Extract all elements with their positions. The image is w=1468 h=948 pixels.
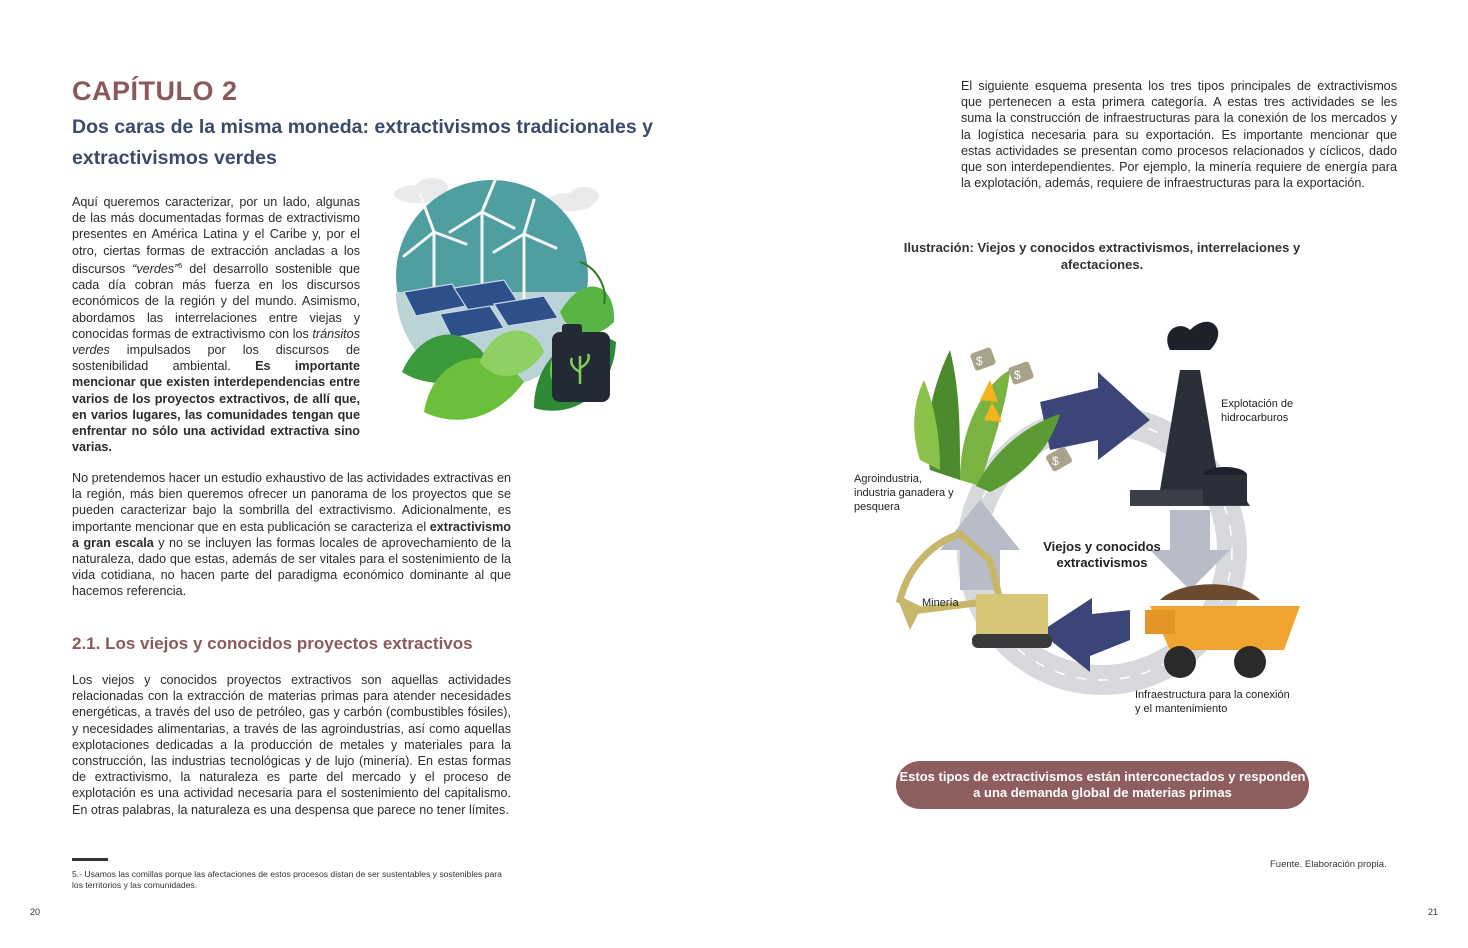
chapter-subtitle: Dos caras de la misma moneda: extractivismos tradicionales y extractivismos verdes — [72, 116, 653, 169]
label-agroindustry: Agroindustria, industria ganadera y pesquera — [854, 473, 954, 513]
old-extractivism-paragraph: Los viejos y conocidos proyectos extractivos son aquellas actividades relacionadas con la extracción de materias primas para atender necesidades energéticas, a través del uso de petróleo, gas y carbón (combustibles fósiles), y necesidades alimentarias, a través de las agroindustrias, así como aquellas explotaciones dedicadas a la producción de metales y materiales para la construcción, las industrias tecnológicas y de lujo (minería). En estas formas de extractivismo, la naturaleza es parte del mercado y el proceso de explotación es una actividad necesaria para el sostenimiento del capitalismo. En otras palabras, la naturaleza es una despensa que parece no tener límites. — [72, 673, 511, 817]
section-heading: 2.1. Los viejos y conocidos proyectos extractivos — [72, 634, 473, 653]
svg-text:$: $ — [1014, 368, 1021, 382]
callout-banner — [896, 761, 1309, 809]
label-infrastructure: Infraestructura para la conexión y el mantenimiento — [1135, 689, 1290, 715]
footnote: 5.- Usamos las comillas porque las afectaciones de estos procesos distan de ser sustentables y sostenibles para los territorios y las comunidades. — [72, 869, 502, 890]
svg-text:$: $ — [1052, 454, 1059, 468]
page-number-left: 20 — [30, 907, 41, 917]
chapter-title: CAPÍTULO 2 — [72, 76, 238, 106]
callout-text: Estos tipos de extractivismos están interconectados y responden a una demanda global de materias primas — [899, 769, 1306, 800]
scheme-intro-paragraph: El siguiente esquema presenta los tres tipos principales de extractivismos que pertenecen a esta primera categoría. A estas tres actividades se les suma la construcción de infraestructuras para la conexión de los mercados y la logística necesaria para su exportación. Es importante mencionar que estas actividades se presentan como procesos relacionados y cíclicos, dado que son interdependientes. Por ejemplo, la minería requiere de energía para la explotación, además, requiere de infraestructuras para la exportación. — [961, 79, 1397, 191]
page-number-right: 21 — [1428, 907, 1439, 917]
svg-text:$: $ — [976, 354, 983, 368]
intro-paragraph: Aquí queremos caracterizar, por un lado, algunas de las más documentadas formas de extractivismo presentes en América Latina y el Caribe y, por el otro, ciertas formas de extracción ancladas a los discursos “verdes”$^5$ del desarrollo sostenible que cada día cobran más fuerza en los discursos económicos de la región y del mundo. Asimismo, abordamos las interrelaciones entre viejas y conocidas formas de extractivismo con los tránsitos verdes impulsados por los discursos de sostenibilidad ambiental. Es importante mencionar que existen interdependencias entre varios de los proyectos extractivos, de allí que, en varios lugares, las comunidades tengan que enfrentar no sólo una actividad extractiva sino varias. — [72, 195, 360, 455]
mining-truck-icon — [1145, 584, 1300, 678]
agroindustry-plant-icon — [914, 347, 1073, 492]
scope-paragraph: No pretendemos hacer un estudio exhaustivo de las actividades extractivas en la región, más bien queremos ofrecer un panorama de los proyectos que se pueden caracterizar bajo la sombrilla del extractivismo. Adicionalmente, es importante mencionar que en esta publicación se caracteriza el extractivismo a gran escala y no se incluyen las formas locales de aprovechamiento de la naturaleza, dado que estas, además de ser vitales para el sostenimiento de la vida cotidiana, no hacen parte del paradigma económico dominante al que hacemos referencia. — [72, 471, 511, 599]
diagram-center-label: Viejos y conocidos extractivismos — [1043, 539, 1161, 570]
extractivism-cycle-diagram — [880, 310, 1320, 730]
footnote-divider — [72, 858, 108, 861]
illustration-title: Ilustración: Viejos y conocidos extractivismos, interrelaciones y afectaciones. — [903, 240, 1301, 272]
source-note: Fuente. Elaboración propia. — [1270, 859, 1387, 870]
label-mining: Minería — [922, 597, 959, 609]
biofuel-can-icon — [550, 324, 610, 402]
label-hydrocarbons: Explotación de hidrocarburos — [1221, 398, 1294, 424]
green-energy-illustration — [384, 172, 620, 442]
